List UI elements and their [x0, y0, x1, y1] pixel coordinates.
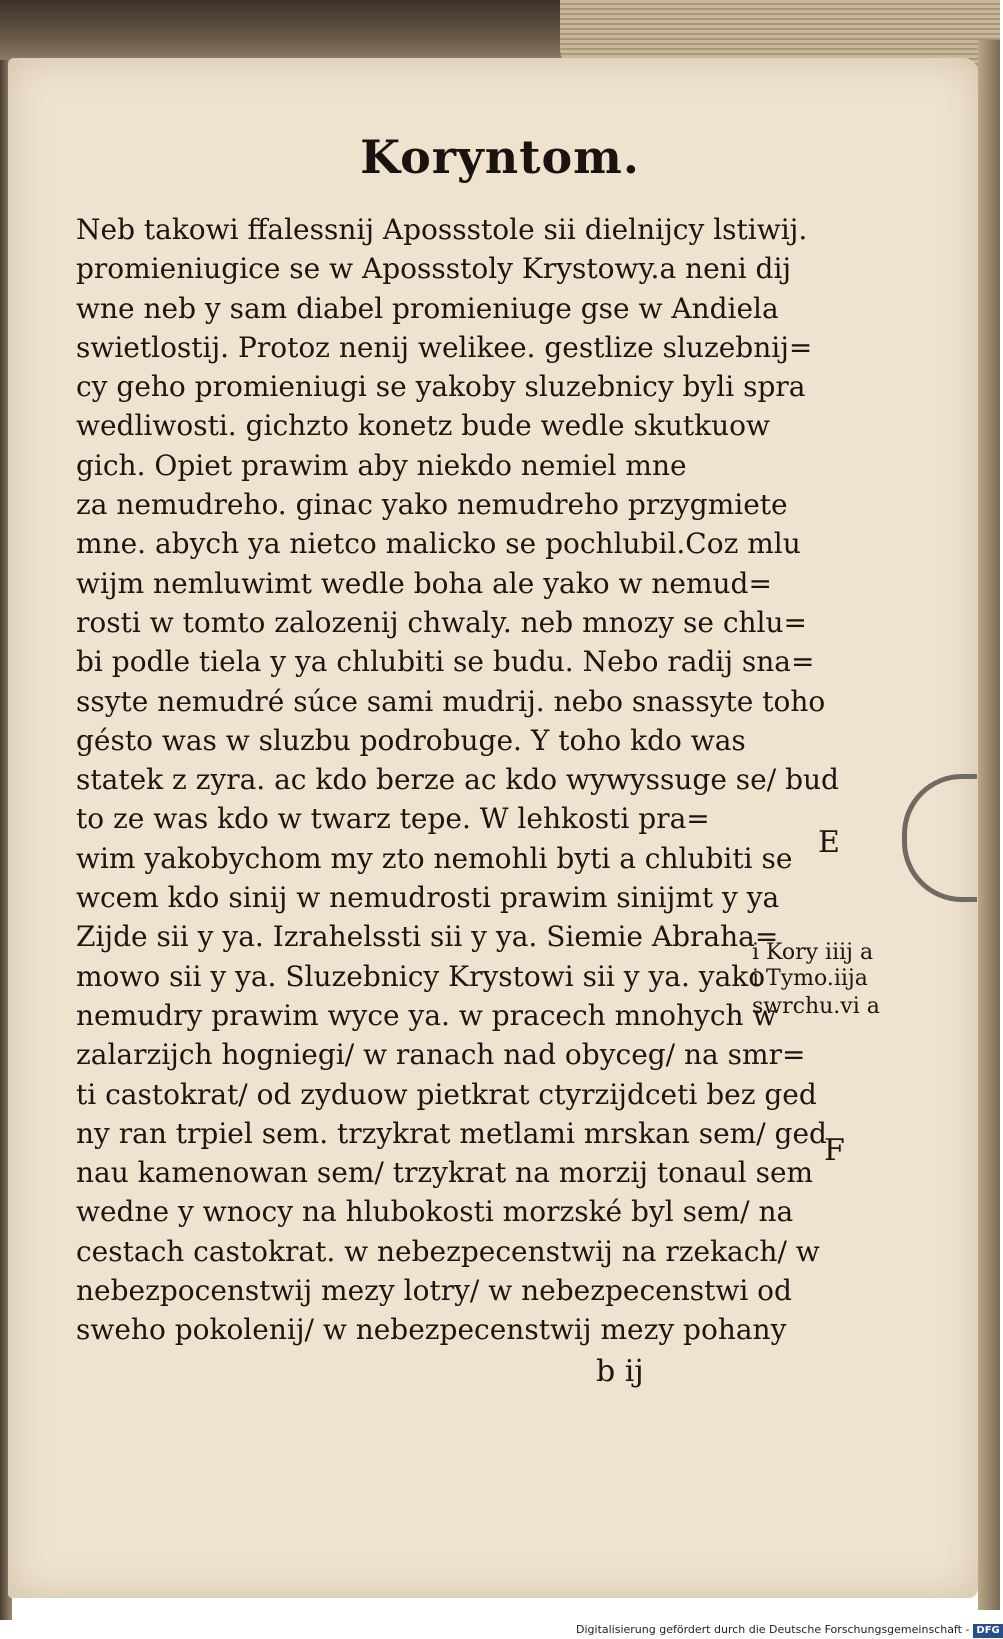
margin-reference: i Tymo.iija: [752, 966, 868, 991]
text-line: statek z zyra. ac kdo berze ac kdo wywyssuge se/ bud: [76, 763, 839, 797]
text-line: to ze was kdo w twarz tepe. W lehkosti pra=: [76, 802, 710, 836]
text-line: zalarzijch hogniegi/ w ranach nad obyceg/ na smr=: [76, 1038, 806, 1072]
text-line: mowo sii y ya. Sluzebnicy Krystowi sii y ya. yako: [76, 959, 766, 993]
text-line: za nemudreho. ginac yako nemudreho przygmiete: [76, 488, 788, 522]
text-line: Neb takowi ffalessnij Apossstole sii dielnijcy lstiwij.: [76, 213, 808, 246]
text-line: wijm nemluwimt wedle boha ale yako w nemud=: [76, 566, 772, 600]
text-line: promieniugice se w Apossstoly Krystowy.a neni dij: [76, 252, 792, 286]
margin-reference: swrchu.vi a: [752, 994, 880, 1019]
text-line: nebezpocenstwij mezy lotry/ w nebezpecenstwi od: [76, 1274, 792, 1308]
text-line: wcem kdo sinij w nemudrosti prawim sinijmt y ya: [76, 881, 780, 915]
signature-mark: b ij: [596, 1354, 644, 1389]
text-line: rosti w tomto zalozenij chwaly. neb mnozy se chlu=: [76, 605, 807, 639]
text-line: bi podle tiela y ya chlubiti se budu. Nebo radij sna=: [76, 645, 815, 679]
text-line: swietlostij. Protoz nenij welikee. gestlize sluzebnij=: [76, 330, 813, 364]
text-line: nau kamenowan sem/ trzykrat na morzij tonaul sem: [76, 1156, 814, 1190]
text-line: ssyte nemudré súce sami mudrij. nebo snassyte toho: [76, 684, 826, 718]
footer-text: Digitalisierung gefördert durch die Deutsche Forschungsgemeinschaft -: [576, 1623, 970, 1636]
text-line: nemudry prawim wyce ya. w pracech mnohych w: [76, 998, 777, 1032]
margin-letter-e: E: [818, 825, 840, 860]
margin-letter-f: F: [824, 1133, 845, 1168]
text-line: wedne y wnocy na hlubokosti morzské byl sem/ na: [76, 1195, 794, 1229]
text-line: wne neb y sam diabel promieniuge gse w Andiela: [76, 291, 779, 325]
text-line: wim yakobychom my zto nemohli byti a chlubiti se: [76, 841, 793, 875]
text-line: sweho pokolenij/ w nebezpecenstwij mezy pohany: [76, 1313, 787, 1347]
text-line: gich. Opiet prawim aby niekdo nemiel mne: [76, 448, 687, 482]
running-header: Koryntom.: [360, 130, 640, 184]
text-line: Zijde sii y ya. Izrahelssti sii y ya. Siemie Abraha=: [76, 920, 779, 954]
text-line: ti castokrat/ od zyduow pietkrat ctyrzijdceti bez ged: [76, 1077, 817, 1111]
digitization-footer: [576, 1621, 1000, 1639]
text-line: ny ran trpiel sem. trzykrat metlami mrskan sem/ ged: [76, 1116, 827, 1150]
text-line: cestach castokrat. w nebezpecenstwij na rzekach/ w: [76, 1234, 820, 1268]
text-line: wedliwosti. gichzto konetz bude wedle skutkuow: [76, 409, 770, 443]
margin-reference: i Kory iiij a: [752, 940, 874, 965]
text-line: mne. abych ya nietco malicko se pochlubil.Coz mlu: [76, 527, 801, 561]
dfg-logo: DFG: [973, 1624, 1002, 1638]
fore-edge: [978, 40, 1000, 1610]
text-line: gésto was w sluzbu podrobuge. Y toho kdo was: [76, 723, 746, 757]
text-line: cy geho promieniugi se yakoby sluzebnicy byli spra: [76, 370, 806, 404]
